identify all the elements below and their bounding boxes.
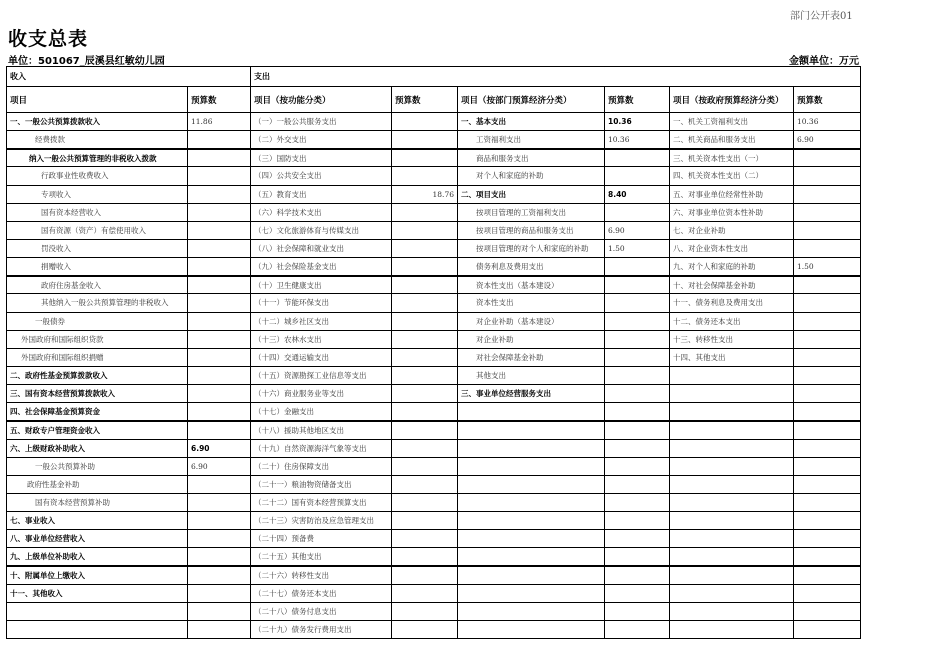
dept-econ-budget-cell: [605, 475, 670, 493]
func-item-cell: （十）卫生健康支出: [251, 276, 392, 294]
dept-econ-budget-cell: [605, 203, 670, 221]
income-item-cell: 经费拨款: [7, 131, 188, 149]
gov-econ-budget-cell: [794, 403, 861, 421]
income-budget-cell: [188, 475, 251, 493]
gov-econ-budget-cell: [794, 294, 861, 312]
dept-econ-budget-cell: [605, 457, 670, 475]
dept-econ-item-cell: [458, 602, 605, 620]
func-budget-cell: [392, 348, 458, 366]
income-budget-cell: [188, 203, 251, 221]
income-item-cell: 政府住房基金收入: [7, 276, 188, 294]
table-row: [7, 439, 861, 457]
gov-econ-budget-cell: [794, 330, 861, 348]
func-budget-cell: [392, 294, 458, 312]
func-item-cell: （十七）金融支出: [251, 403, 392, 421]
dept-econ-item-cell: [458, 403, 605, 421]
gov-econ-item-cell: 五、对事业单位经常性补助: [670, 185, 794, 203]
gov-econ-budget-cell: [794, 566, 861, 584]
income-budget-cell: [188, 312, 251, 330]
gov-econ-item-cell: 十四、其他支出: [670, 348, 794, 366]
gov-econ-item-cell: [670, 403, 794, 421]
func-budget-cell: 18.76: [392, 185, 458, 203]
table-row: [7, 348, 861, 366]
gov-econ-item-cell: [670, 584, 794, 602]
revenue-expenditure-table: [6, 66, 861, 639]
gov-econ-budget-cell: [794, 475, 861, 493]
dept-econ-item-cell: 一、基本支出: [458, 113, 605, 131]
func-budget-cell: [392, 512, 458, 530]
income-budget-cell: [188, 602, 251, 620]
func-budget-cell: [392, 475, 458, 493]
income-item-cell: [7, 602, 188, 620]
gov-econ-budget-cell: [794, 221, 861, 239]
func-budget-cell: [392, 493, 458, 511]
func-item-cell: （十九）自然资源海洋气象等支出: [251, 439, 392, 457]
col-func-budget: 预算数: [392, 87, 458, 113]
col-income-budget: 预算数: [188, 87, 251, 113]
gov-econ-budget-cell: [794, 457, 861, 475]
income-item-cell: 专项收入: [7, 185, 188, 203]
func-budget-cell: [392, 131, 458, 149]
func-item-cell: （十一）节能环保支出: [251, 294, 392, 312]
func-budget-cell: [392, 203, 458, 221]
income-item-cell: 八、事业单位经营收入: [7, 530, 188, 548]
gov-econ-budget-cell: [794, 602, 861, 620]
gov-econ-budget-cell: [794, 548, 861, 566]
income-budget-cell: [188, 493, 251, 511]
table-row: [7, 602, 861, 620]
income-item-cell: 罚没收入: [7, 239, 188, 257]
gov-econ-item-cell: [670, 566, 794, 584]
func-item-cell: （二十一）粮油物资储备支出: [251, 475, 392, 493]
func-item-cell: （二十五）其他支出: [251, 548, 392, 566]
table-row: [7, 548, 861, 566]
func-item-cell: （二）外交支出: [251, 131, 392, 149]
dept-econ-item-cell: 二、项目支出: [458, 185, 605, 203]
dept-econ-item-cell: [458, 584, 605, 602]
income-budget-cell: 6.90: [188, 457, 251, 475]
section-expense: 支出: [251, 67, 861, 87]
func-item-cell: （二十六）转移性支出: [251, 566, 392, 584]
gov-econ-budget-cell: [794, 167, 861, 185]
func-budget-cell: [392, 113, 458, 131]
column-header-row: [7, 87, 861, 113]
income-budget-cell: 11.86: [188, 113, 251, 131]
gov-econ-item-cell: 七、对企业补助: [670, 221, 794, 239]
func-budget-cell: [392, 403, 458, 421]
amount-unit-label: 金额单位：万元: [789, 56, 859, 67]
income-item-cell: 行政事业性收费收入: [7, 167, 188, 185]
dept-econ-budget-cell: [605, 348, 670, 366]
gov-econ-item-cell: 六、对事业单位资本性补助: [670, 203, 794, 221]
dept-econ-budget-cell: [605, 366, 670, 384]
gov-econ-item-cell: [670, 366, 794, 384]
dept-econ-item-cell: 对企业补助: [458, 330, 605, 348]
gov-econ-item-cell: 三、机关资本性支出（一）: [670, 149, 794, 167]
func-budget-cell: [392, 312, 458, 330]
col-func-item: 项目（按功能分类）: [251, 87, 392, 113]
gov-econ-item-cell: 十三、转移性支出: [670, 330, 794, 348]
dept-econ-item-cell: 债务利息及费用支出: [458, 258, 605, 276]
func-budget-cell: [392, 149, 458, 167]
income-item-cell: 九、上级单位补助收入: [7, 548, 188, 566]
income-item-cell: 其他纳入一般公共预算管理的非税收入: [7, 294, 188, 312]
table-row: [7, 620, 861, 638]
gov-econ-budget-cell: [794, 185, 861, 203]
income-budget-cell: [188, 185, 251, 203]
gov-econ-item-cell: 二、机关商品和服务支出: [670, 131, 794, 149]
table-row: [7, 167, 861, 185]
col-dept-econ-item: 项目（按部门预算经济分类）: [458, 87, 605, 113]
gov-econ-budget-cell: [794, 203, 861, 221]
gov-econ-item-cell: 八、对企业资本性支出: [670, 239, 794, 257]
gov-econ-item-cell: [670, 620, 794, 638]
func-item-cell: （九）社会保险基金支出: [251, 258, 392, 276]
dept-econ-item-cell: [458, 548, 605, 566]
gov-econ-budget-cell: 6.90: [794, 131, 861, 149]
gov-econ-budget-cell: [794, 239, 861, 257]
dept-econ-item-cell: 资本性支出: [458, 294, 605, 312]
func-budget-cell: [392, 457, 458, 475]
dept-econ-budget-cell: [605, 276, 670, 294]
gov-econ-item-cell: [670, 512, 794, 530]
dept-econ-item-cell: [458, 493, 605, 511]
income-budget-cell: 6.90: [188, 439, 251, 457]
dept-econ-budget-cell: [605, 584, 670, 602]
income-budget-cell: [188, 530, 251, 548]
income-item-cell: 外国政府和国际组织贷款: [7, 330, 188, 348]
gov-econ-budget-cell: [794, 512, 861, 530]
income-budget-cell: [188, 149, 251, 167]
table-row: [7, 149, 861, 167]
func-item-cell: （十三）农林水支出: [251, 330, 392, 348]
income-budget-cell: [188, 294, 251, 312]
table-row: [7, 493, 861, 511]
gov-econ-budget-cell: [794, 149, 861, 167]
table-row: [7, 457, 861, 475]
income-budget-cell: [188, 348, 251, 366]
dept-econ-budget-cell: [605, 530, 670, 548]
func-item-cell: （六）科学技术支出: [251, 203, 392, 221]
dept-econ-budget-cell: [605, 512, 670, 530]
dept-econ-budget-cell: [605, 421, 670, 439]
gov-econ-budget-cell: [794, 421, 861, 439]
gov-econ-item-cell: 四、机关资本性支出（二）: [670, 167, 794, 185]
dept-econ-budget-cell: [605, 602, 670, 620]
col-gov-econ-budget: 预算数: [794, 87, 861, 113]
income-budget-cell: [188, 566, 251, 584]
dept-econ-budget-cell: [605, 548, 670, 566]
income-item-cell: 三、国有资本经营预算拨款收入: [7, 385, 188, 403]
func-item-cell: （十二）城乡社区支出: [251, 312, 392, 330]
table-row: [7, 258, 861, 276]
income-budget-cell: [188, 366, 251, 384]
table-row: [7, 221, 861, 239]
gov-econ-item-cell: [670, 548, 794, 566]
income-budget-cell: [188, 131, 251, 149]
dept-econ-budget-cell: [605, 439, 670, 457]
table-row: [7, 475, 861, 493]
gov-econ-item-cell: 九、对个人和家庭的补助: [670, 258, 794, 276]
gov-econ-budget-cell: [794, 348, 861, 366]
income-item-cell: 十、附属单位上缴收入: [7, 566, 188, 584]
table-row: [7, 276, 861, 294]
gov-econ-item-cell: [670, 493, 794, 511]
func-budget-cell: [392, 584, 458, 602]
income-budget-cell: [188, 258, 251, 276]
dept-econ-budget-cell: [605, 330, 670, 348]
dept-econ-item-cell: 对社会保障基金补助: [458, 348, 605, 366]
table-row: [7, 113, 861, 131]
table-row: [7, 512, 861, 530]
table-row: [7, 131, 861, 149]
gov-econ-item-cell: [670, 530, 794, 548]
dept-econ-budget-cell: [605, 385, 670, 403]
table-row: [7, 294, 861, 312]
func-item-cell: （二十三）灾害防治及应急管理支出: [251, 512, 392, 530]
income-budget-cell: [188, 221, 251, 239]
dept-econ-budget-cell: [605, 167, 670, 185]
income-budget-cell: [188, 239, 251, 257]
page-title: 收支总表: [8, 28, 89, 50]
func-budget-cell: [392, 566, 458, 584]
income-item-cell: 五、财政专户管理资金收入: [7, 421, 188, 439]
func-item-cell: （十八）援助其他地区支出: [251, 421, 392, 439]
col-gov-econ-item: 项目（按政府预算经济分类）: [670, 87, 794, 113]
income-item-cell: [7, 620, 188, 638]
dept-econ-budget-cell: [605, 403, 670, 421]
section-income: 收入: [7, 67, 251, 87]
func-budget-cell: [392, 221, 458, 239]
func-budget-cell: [392, 620, 458, 638]
gov-econ-item-cell: [670, 439, 794, 457]
income-budget-cell: [188, 584, 251, 602]
table-row: [7, 421, 861, 439]
func-item-cell: （十五）资源勘探工业信息等支出: [251, 366, 392, 384]
dept-econ-item-cell: 其他支出: [458, 366, 605, 384]
gov-econ-budget-cell: [794, 312, 861, 330]
income-budget-cell: [188, 512, 251, 530]
income-item-cell: 七、事业收入: [7, 512, 188, 530]
func-item-cell: （二十八）债务付息支出: [251, 602, 392, 620]
gov-econ-budget-cell: [794, 620, 861, 638]
table-row: [7, 584, 861, 602]
dept-econ-item-cell: 按项目管理的商品和服务支出: [458, 221, 605, 239]
dept-econ-budget-cell: 6.90: [605, 221, 670, 239]
table-row: [7, 530, 861, 548]
gov-econ-budget-cell: [794, 584, 861, 602]
table-row: [7, 366, 861, 384]
income-item-cell: 十一、其他收入: [7, 584, 188, 602]
func-budget-cell: [392, 421, 458, 439]
func-budget-cell: [392, 439, 458, 457]
gov-econ-budget-cell: [794, 530, 861, 548]
dept-econ-item-cell: [458, 530, 605, 548]
dept-econ-item-cell: [458, 421, 605, 439]
table-row: [7, 185, 861, 203]
gov-econ-budget-cell: 10.36: [794, 113, 861, 131]
dept-econ-budget-cell: 10.36: [605, 131, 670, 149]
func-budget-cell: [392, 276, 458, 294]
income-item-cell: 政府性基金补助: [7, 475, 188, 493]
dept-econ-budget-cell: 1.50: [605, 239, 670, 257]
dept-econ-budget-cell: [605, 493, 670, 511]
income-item-cell: 国有资本经营收入: [7, 203, 188, 221]
dept-econ-item-cell: [458, 620, 605, 638]
func-item-cell: （二十四）预备费: [251, 530, 392, 548]
func-item-cell: （十四）交通运输支出: [251, 348, 392, 366]
func-budget-cell: [392, 167, 458, 185]
income-budget-cell: [188, 330, 251, 348]
dept-econ-item-cell: 三、事业单位经营服务支出: [458, 385, 605, 403]
table-row: [7, 566, 861, 584]
func-budget-cell: [392, 366, 458, 384]
func-item-cell: （十六）商业服务业等支出: [251, 385, 392, 403]
dept-econ-budget-cell: [605, 294, 670, 312]
dept-econ-budget-cell: [605, 620, 670, 638]
dept-econ-item-cell: 按项目管理的工资福利支出: [458, 203, 605, 221]
gov-econ-budget-cell: [794, 439, 861, 457]
income-item-cell: 国有资本经营预算补助: [7, 493, 188, 511]
dept-econ-budget-cell: 10.36: [605, 113, 670, 131]
dept-econ-budget-cell: 8.40: [605, 185, 670, 203]
income-item-cell: 一、一般公共预算拨款收入: [7, 113, 188, 131]
gov-econ-budget-cell: [794, 366, 861, 384]
dept-econ-item-cell: 按项目管理的对个人和家庭的补助: [458, 239, 605, 257]
gov-econ-item-cell: [670, 421, 794, 439]
dept-econ-item-cell: [458, 475, 605, 493]
gov-econ-item-cell: 十、对社会保障基金补助: [670, 276, 794, 294]
func-item-cell: （四）公共安全支出: [251, 167, 392, 185]
table-row: [7, 403, 861, 421]
func-budget-cell: [392, 548, 458, 566]
func-item-cell: （二十二）国有资本经营预算支出: [251, 493, 392, 511]
func-budget-cell: [392, 385, 458, 403]
func-budget-cell: [392, 239, 458, 257]
func-budget-cell: [392, 330, 458, 348]
income-budget-cell: [188, 620, 251, 638]
income-item-cell: 外国政府和国际组织捐赠: [7, 348, 188, 366]
dept-econ-item-cell: [458, 439, 605, 457]
dept-econ-budget-cell: [605, 258, 670, 276]
gov-econ-item-cell: 一、机关工资福利支出: [670, 113, 794, 131]
gov-econ-item-cell: [670, 385, 794, 403]
dept-econ-item-cell: [458, 566, 605, 584]
section-header-row: [7, 67, 861, 87]
func-budget-cell: [392, 602, 458, 620]
income-item-cell: 纳入一般公共预算管理的非税收入拨款: [7, 149, 188, 167]
income-item-cell: 国有资源（资产）有偿使用收入: [7, 221, 188, 239]
form-code: 部门公开表01: [790, 11, 853, 22]
func-item-cell: （一）一般公共服务支出: [251, 113, 392, 131]
table-row: [7, 239, 861, 257]
gov-econ-item-cell: 十一、债务利息及费用支出: [670, 294, 794, 312]
table-row: [7, 385, 861, 403]
income-item-cell: 六、上级财政补助收入: [7, 439, 188, 457]
income-item-cell: 一般公共预算补助: [7, 457, 188, 475]
dept-econ-item-cell: [458, 457, 605, 475]
func-budget-cell: [392, 530, 458, 548]
dept-econ-item-cell: 对个人和家庭的补助: [458, 167, 605, 185]
income-item-cell: 四、社会保障基金预算资金: [7, 403, 188, 421]
gov-econ-item-cell: [670, 457, 794, 475]
income-item-cell: 二、政府性基金预算拨款收入: [7, 366, 188, 384]
gov-econ-item-cell: [670, 475, 794, 493]
func-item-cell: （八）社会保障和就业支出: [251, 239, 392, 257]
func-item-cell: （七）文化旅游体育与传媒支出: [251, 221, 392, 239]
table-row: [7, 312, 861, 330]
dept-econ-item-cell: 商品和服务支出: [458, 149, 605, 167]
func-item-cell: （三）国防支出: [251, 149, 392, 167]
gov-econ-item-cell: [670, 602, 794, 620]
income-budget-cell: [188, 548, 251, 566]
income-budget-cell: [188, 276, 251, 294]
income-item-cell: 一般债券: [7, 312, 188, 330]
col-income-item: 项目: [7, 87, 188, 113]
func-item-cell: （二十七）债务还本支出: [251, 584, 392, 602]
dept-econ-item-cell: 对企业补助（基本建设）: [458, 312, 605, 330]
dept-econ-budget-cell: [605, 149, 670, 167]
func-item-cell: （二十九）债务发行费用支出: [251, 620, 392, 638]
income-budget-cell: [188, 403, 251, 421]
gov-econ-budget-cell: [794, 276, 861, 294]
income-item-cell: 捐赠收入: [7, 258, 188, 276]
income-budget-cell: [188, 385, 251, 403]
gov-econ-item-cell: 十二、债务还本支出: [670, 312, 794, 330]
func-item-cell: （二十）住房保障支出: [251, 457, 392, 475]
income-budget-cell: [188, 167, 251, 185]
dept-econ-budget-cell: [605, 566, 670, 584]
unit-label: 单位：501067_辰溪县红敏幼儿园: [8, 56, 165, 67]
col-dept-econ-budget: 预算数: [605, 87, 670, 113]
table-row: [7, 330, 861, 348]
func-budget-cell: [392, 258, 458, 276]
dept-econ-item-cell: [458, 512, 605, 530]
income-budget-cell: [188, 421, 251, 439]
gov-econ-budget-cell: 1.50: [794, 258, 861, 276]
func-item-cell: （五）教育支出: [251, 185, 392, 203]
gov-econ-budget-cell: [794, 385, 861, 403]
dept-econ-item-cell: 资本性支出（基本建设）: [458, 276, 605, 294]
dept-econ-item-cell: 工资福利支出: [458, 131, 605, 149]
gov-econ-budget-cell: [794, 493, 861, 511]
dept-econ-budget-cell: [605, 312, 670, 330]
table-row: [7, 203, 861, 221]
